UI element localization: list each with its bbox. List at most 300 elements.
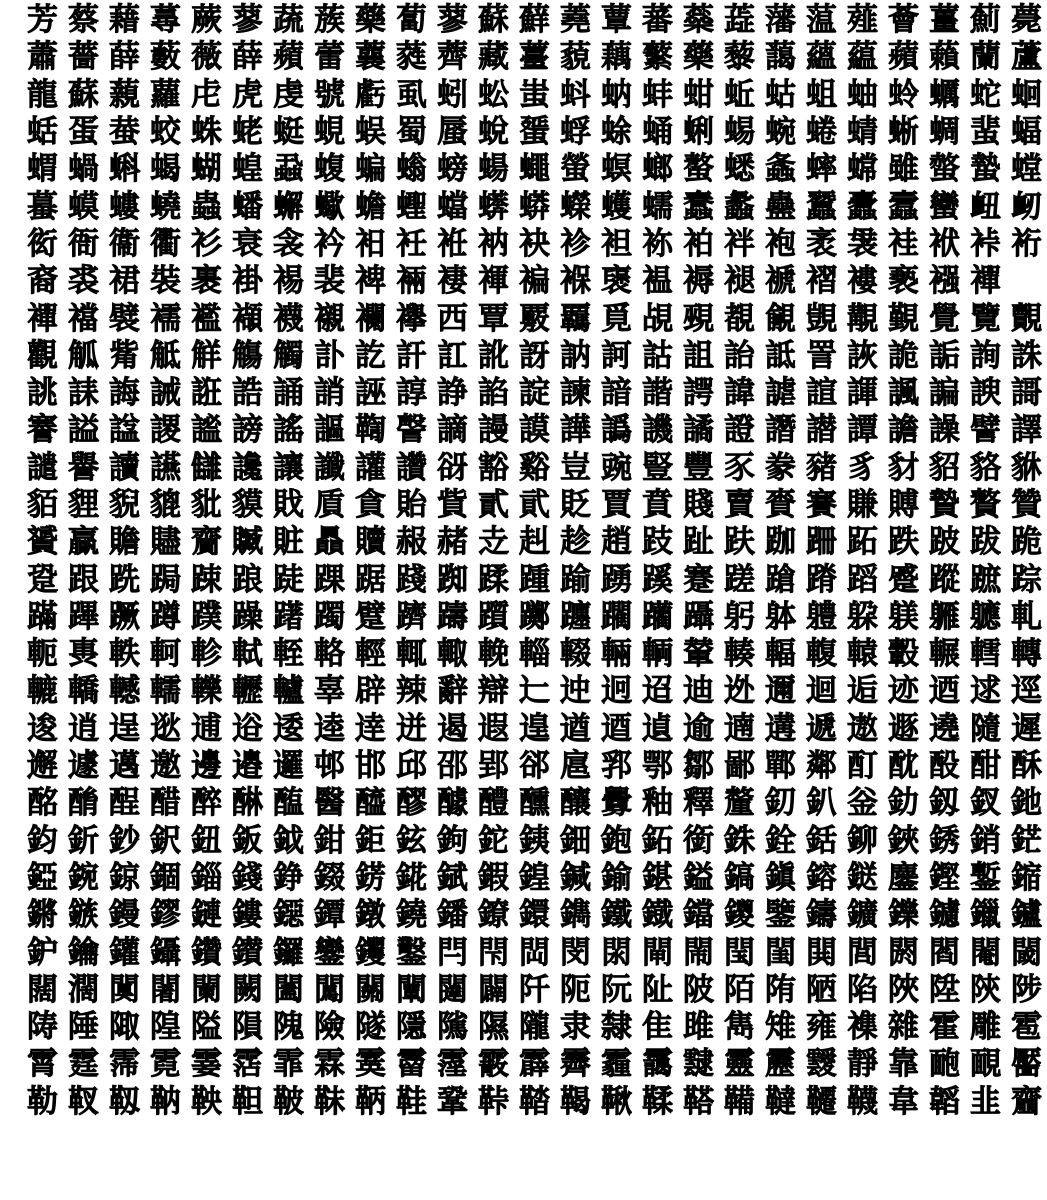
- glyph-cell: 轤: [273, 673, 304, 710]
- glyph-cell: 衫: [191, 225, 222, 262]
- glyph-cell: 釀: [560, 785, 591, 822]
- glyph-cell: 蜊: [683, 114, 714, 151]
- glyph-cell: 蜑: [519, 114, 550, 151]
- glyph-cell: 閊: [519, 934, 550, 971]
- glyph-cell: 誅: [1011, 337, 1042, 374]
- glyph-cell: 鑼: [273, 934, 304, 971]
- glyph-cell: 螂: [642, 151, 673, 188]
- glyph-cell: 銕: [519, 822, 550, 859]
- glyph-cell: 霪: [437, 1046, 468, 1083]
- glyph-cell: 陞: [929, 971, 960, 1008]
- glyph-cell: 鞨: [560, 1083, 591, 1120]
- glyph-cell: 躁: [232, 598, 263, 635]
- glyph-cell: 蟒: [519, 188, 550, 225]
- glyph-cell: 鍮: [601, 859, 632, 896]
- glyph-cell: 觧: [191, 337, 222, 374]
- glyph-cell: 蹂: [478, 561, 509, 598]
- glyph-cell: 鈑: [232, 822, 263, 859]
- glyph-cell: 隘: [191, 1009, 222, 1046]
- glyph-cell: 鎔: [806, 859, 837, 896]
- glyph-cell: 釵: [970, 785, 1001, 822]
- glyph-cell: 霖: [314, 1046, 345, 1083]
- glyph-cell: 遐: [478, 710, 509, 747]
- glyph-cell: 西: [437, 300, 468, 337]
- glyph-cell: 賽: [806, 487, 837, 523]
- glyph-cell: 讎: [191, 449, 222, 486]
- glyph-cell: 靂: [765, 1046, 796, 1083]
- glyph-cell: 鏐: [150, 897, 181, 934]
- glyph-cell: 邉: [232, 748, 263, 785]
- glyph-cell: 霤: [396, 1046, 427, 1083]
- glyph-cell: 襁: [929, 263, 960, 300]
- glyph-cell: 贔: [314, 524, 345, 561]
- glyph-cell: 蜻: [847, 114, 878, 151]
- glyph-cell: 謚: [68, 412, 99, 449]
- glyph-cell: 蘭: [970, 39, 1001, 76]
- glyph-cell: 闕: [232, 971, 263, 1008]
- glyph-cell: 迺: [929, 673, 960, 710]
- glyph-cell: 蛻: [478, 114, 509, 151]
- glyph-cell: 躪: [642, 598, 673, 635]
- glyph-cell: 蝪: [478, 151, 509, 188]
- glyph-cell: 譯: [1011, 412, 1042, 449]
- glyph-cell: 蚩: [519, 76, 550, 113]
- glyph-cell: 藾: [929, 39, 960, 76]
- glyph-cell: 鏘: [27, 897, 58, 934]
- glyph-cell: 躰: [765, 598, 796, 635]
- glyph-cell: 蹌: [765, 561, 796, 598]
- glyph-cell: 螫: [929, 151, 960, 188]
- glyph-cell: 躡: [683, 598, 714, 635]
- glyph-cell: 裲: [396, 263, 427, 300]
- glyph-cell: 逋: [191, 710, 222, 747]
- glyph-cell: 蹣: [27, 598, 58, 635]
- glyph-cell: 霽: [560, 1046, 591, 1083]
- glyph-cell: 衄: [970, 188, 1001, 225]
- glyph-cell: 跣: [109, 561, 140, 598]
- glyph-cell: 諷: [888, 375, 919, 412]
- glyph-cell: 趙: [601, 524, 632, 561]
- glyph-cell: 貎: [109, 487, 140, 523]
- glyph-cell: 遯: [888, 710, 919, 747]
- glyph-cell: 衒: [27, 225, 58, 262]
- glyph-cell: 闡: [396, 971, 427, 1008]
- glyph-cell: 跟: [68, 561, 99, 598]
- glyph-row: [22, 337, 1042, 375]
- glyph-cell: 赧: [396, 524, 427, 561]
- glyph-cell: 蝟: [27, 151, 58, 188]
- glyph-cell: 霙: [355, 1046, 386, 1083]
- glyph-cell: 譚: [847, 412, 878, 449]
- glyph-cell: 鞐: [478, 1083, 509, 1120]
- glyph-cell: 諤: [683, 375, 714, 412]
- glyph-cell: 覲: [888, 300, 919, 337]
- glyph-cell: 醉: [191, 785, 222, 822]
- glyph-cell: 蕘: [560, 2, 591, 39]
- glyph-cell: 轆: [27, 673, 58, 710]
- glyph-cell: 鉤: [437, 822, 468, 859]
- glyph-cell: 螢: [560, 151, 591, 188]
- glyph-cell: 蛉: [888, 76, 919, 113]
- glyph-cell: 靈: [724, 1046, 755, 1083]
- glyph-cell: 輳: [724, 636, 755, 673]
- glyph-cell: 雕: [970, 1009, 1001, 1046]
- glyph-cell: 鐵: [601, 897, 632, 934]
- glyph-cell: 閘: [642, 934, 673, 971]
- glyph-cell: 裃: [970, 225, 1001, 262]
- glyph-cell: 踉: [232, 561, 263, 598]
- glyph-cell: 輕: [355, 636, 386, 673]
- glyph-cell: 薺: [437, 39, 468, 76]
- glyph-cell: 覺: [929, 300, 960, 337]
- glyph-cell: 銛: [806, 822, 837, 859]
- glyph-cell: 逖: [150, 710, 181, 747]
- glyph-cell: 裨: [355, 263, 386, 300]
- glyph-cell: 蔬: [273, 2, 304, 39]
- glyph-cell: 韭: [970, 1083, 1001, 1120]
- glyph-cell: 醴: [478, 785, 509, 822]
- glyph-cell: 靤: [929, 1046, 960, 1083]
- glyph-cell: 蹙: [888, 561, 919, 598]
- glyph-cell: 蹕: [68, 598, 99, 635]
- glyph-cell: 貂: [929, 449, 960, 486]
- glyph-cell: 軆: [806, 598, 837, 635]
- glyph-cell: 贅: [970, 487, 1001, 523]
- glyph-cell: 蝴: [191, 151, 222, 188]
- glyph-cell: 覩: [724, 300, 755, 337]
- glyph-cell: 閧: [806, 934, 837, 971]
- glyph-cell: 諛: [970, 375, 1001, 412]
- glyph-cell: 邵: [437, 748, 468, 785]
- glyph-cell: 鐺: [683, 897, 714, 934]
- glyph-cell: 雎: [683, 1009, 714, 1046]
- glyph-cell: 譴: [27, 449, 58, 486]
- glyph-cell: 贍: [109, 524, 140, 561]
- glyph-cell: 鏗: [929, 859, 960, 896]
- glyph-cell: 藉: [109, 2, 140, 39]
- glyph-cell: 遽: [68, 748, 99, 785]
- glyph-cell: 鉉: [396, 822, 427, 859]
- glyph-cell: 訥: [560, 337, 591, 374]
- glyph-cell: 誣: [355, 375, 386, 412]
- glyph-cell: 褫: [765, 263, 796, 300]
- glyph-cell: 輅: [314, 636, 345, 673]
- glyph-cell: 險: [314, 1009, 345, 1046]
- glyph-cell: 赱: [478, 524, 509, 561]
- glyph-cell: 譖: [765, 412, 796, 449]
- glyph-cell: 逞: [109, 710, 140, 747]
- glyph-cell: 蘿: [150, 76, 181, 113]
- glyph-cell: 閻: [929, 934, 960, 971]
- glyph-cell: 豸: [847, 449, 878, 486]
- glyph-cell: 躇: [273, 598, 304, 635]
- glyph-cell: 譟: [929, 412, 960, 449]
- glyph-cell: 隰: [478, 1009, 509, 1046]
- glyph-cell: 軾: [232, 636, 263, 673]
- glyph-cell: 褻: [888, 263, 919, 300]
- glyph-cell: 鏖: [888, 859, 919, 896]
- glyph-cell: 薤: [847, 2, 878, 39]
- glyph-cell: 蛹: [642, 114, 673, 151]
- glyph-cell: 蹐: [806, 561, 837, 598]
- glyph-cell: 靫: [68, 1083, 99, 1120]
- glyph-cell: 鉗: [314, 822, 345, 859]
- glyph-cell: 觸: [273, 337, 304, 374]
- glyph-cell: 霰: [478, 1046, 509, 1083]
- glyph-cell: 扈: [560, 748, 591, 785]
- glyph-cell: 贊: [1011, 487, 1042, 523]
- glyph-cell: 酖: [888, 748, 919, 785]
- glyph-cell: 銷: [970, 822, 1001, 859]
- glyph-cell: 釉: [642, 785, 673, 822]
- glyph-cell: 蟯: [150, 188, 181, 225]
- glyph-cell: 褶: [806, 263, 837, 300]
- glyph-cell: 蟷: [437, 188, 468, 225]
- glyph-cell: 鏥: [1011, 859, 1042, 896]
- glyph-cell: 蟠: [232, 188, 263, 225]
- glyph-cell: 釼: [929, 785, 960, 822]
- glyph-cell: 賺: [847, 487, 878, 523]
- glyph-cell: 謦: [396, 412, 427, 449]
- glyph-cell: 蟲: [191, 188, 222, 225]
- glyph-cell: 蕁: [150, 2, 181, 39]
- glyph-cell: 謾: [478, 412, 509, 449]
- glyph-cell: 諢: [847, 375, 878, 412]
- glyph-cell: 齎: [191, 524, 222, 561]
- glyph-cell: 蓼: [232, 2, 263, 39]
- glyph-cell: 闥: [437, 971, 468, 1008]
- glyph-cell: 詆: [765, 337, 796, 374]
- glyph-cell: 跛: [929, 524, 960, 561]
- glyph-cell: 蜚: [970, 114, 1001, 151]
- glyph-cell: 蠢: [683, 188, 714, 225]
- glyph-cell: 轌: [970, 636, 1001, 673]
- glyph-cell: 藹: [765, 39, 796, 76]
- glyph-row: [22, 710, 1042, 748]
- glyph-cell: 藥: [355, 2, 386, 39]
- glyph-cell: 趾: [683, 524, 714, 561]
- glyph-cell: 逡: [27, 710, 58, 747]
- glyph-cell: 鏨: [970, 859, 1001, 896]
- glyph-cell: 詛: [683, 337, 714, 374]
- glyph-cell: 闊: [27, 971, 58, 1008]
- glyph-cell: 藏: [478, 39, 509, 76]
- glyph-cell: 螻: [109, 188, 140, 225]
- glyph-row: [22, 151, 1042, 188]
- glyph-cell: 隍: [150, 1009, 181, 1046]
- glyph-cell: 戝: [273, 487, 304, 523]
- glyph-cell: 錺: [355, 859, 386, 896]
- glyph-cell: 螟: [601, 151, 632, 188]
- glyph-cell: 閾: [1011, 934, 1042, 971]
- glyph-cell: 隲: [437, 1009, 468, 1046]
- glyph-cell: 邂: [27, 748, 58, 785]
- glyph-cell: 輻: [765, 636, 796, 673]
- glyph-cell: 銖: [724, 822, 755, 859]
- glyph-cell: 袍: [765, 225, 796, 262]
- glyph-cell: 遶: [929, 710, 960, 747]
- glyph-cell: 覃: [478, 300, 509, 337]
- glyph-cell: 錵: [396, 859, 427, 896]
- glyph-cell: 郢: [478, 748, 509, 785]
- glyph-cell: 襴: [355, 300, 386, 337]
- glyph-cell: 鍜: [478, 859, 509, 896]
- glyph-cell: 薹: [519, 39, 550, 76]
- glyph-cell: 鄒: [683, 748, 714, 785]
- glyph-cell: 裹: [191, 263, 222, 300]
- glyph-cell: 譌: [601, 412, 632, 449]
- glyph-cell: 跼: [150, 561, 181, 598]
- glyph-cell: 軻: [150, 636, 181, 673]
- glyph-cell: 蝌: [109, 151, 140, 188]
- glyph-cell: 賈: [601, 487, 632, 523]
- glyph-cell: 辭: [437, 673, 468, 710]
- glyph-cell: 薇: [191, 39, 222, 76]
- glyph-cell: 酩: [27, 785, 58, 822]
- glyph-cell: 褌: [478, 263, 509, 300]
- glyph-cell: 薑: [929, 2, 960, 39]
- glyph-cell: 袰: [847, 225, 878, 262]
- glyph-cell: 蹶: [109, 598, 140, 635]
- glyph-cell: 遲: [1011, 710, 1042, 747]
- glyph-cell: 陝: [970, 971, 1001, 1008]
- glyph-cell: 醂: [232, 785, 263, 822]
- glyph-cell: 躱: [847, 598, 878, 635]
- glyph-cell: 雖: [888, 151, 919, 188]
- glyph-cell: 輊: [273, 636, 304, 673]
- glyph-cell: 辣: [396, 673, 427, 710]
- glyph-cell: 覬: [806, 300, 837, 337]
- glyph-cell: 鑽: [191, 934, 222, 971]
- glyph-cell: 鑿: [396, 934, 427, 971]
- glyph-cell: 釐: [724, 785, 755, 822]
- glyph-cell: 鐇: [437, 897, 468, 934]
- glyph-cell: 蝮: [314, 151, 345, 188]
- glyph-cell: 陂: [683, 971, 714, 1008]
- glyph-cell: 蜍: [601, 114, 632, 151]
- glyph-cell: 衰: [232, 225, 263, 262]
- glyph-cell: 濶: [68, 971, 99, 1008]
- glyph-cell: 蚋: [601, 76, 632, 113]
- glyph-cell: 靹: [150, 1083, 181, 1120]
- glyph-cell: 褓: [560, 263, 591, 300]
- glyph-cell: 阯: [642, 971, 673, 1008]
- glyph-cell: 蛬: [109, 114, 140, 151]
- glyph-cell: 轂: [888, 636, 919, 673]
- glyph-cell: 蘚: [519, 2, 550, 39]
- glyph-row: [22, 524, 1042, 561]
- glyph-cell: 褸: [847, 263, 878, 300]
- glyph-cell: 跂: [642, 524, 673, 561]
- glyph-cell: 鑷: [150, 934, 181, 971]
- glyph-cell: 袮: [642, 225, 673, 262]
- glyph-cell: 逍: [68, 710, 99, 747]
- glyph-row: [22, 598, 1042, 636]
- glyph-cell: 邊: [191, 748, 222, 785]
- glyph-cell: 蘋: [888, 39, 919, 76]
- glyph-cell: 諧: [642, 375, 673, 412]
- glyph-row: [22, 2, 1042, 39]
- glyph-cell: 轎: [68, 673, 99, 710]
- glyph-cell: 蜷: [806, 114, 837, 151]
- glyph-cell: 陋: [806, 971, 837, 1008]
- glyph-cell: 遉: [642, 710, 673, 747]
- glyph-cell: 銜: [683, 822, 714, 859]
- glyph-cell: 遨: [847, 710, 878, 747]
- glyph-row: [22, 412, 1042, 449]
- glyph-cell: 襠: [68, 300, 99, 337]
- glyph-cell: 諠: [806, 375, 837, 412]
- glyph-cell: 賚: [765, 487, 796, 523]
- glyph-cell: 雍: [806, 1009, 837, 1046]
- glyph-cell: 陲: [68, 1009, 99, 1046]
- glyph-cell: 鐶: [519, 897, 550, 934]
- glyph-cell: 袱: [929, 225, 960, 262]
- glyph-cell: 辯: [478, 673, 509, 710]
- glyph-cell: 鄂: [642, 748, 673, 785]
- glyph-cell: 鑪: [1011, 897, 1042, 934]
- glyph-cell: 薔: [68, 39, 99, 76]
- glyph-cell: 覦: [765, 300, 796, 337]
- glyph-cell: 鉅: [355, 822, 386, 859]
- glyph-cell: 貶: [560, 487, 591, 523]
- glyph-cell: 蕋: [724, 2, 755, 39]
- glyph-cell: 褥: [683, 263, 714, 300]
- glyph-cell: 謨: [519, 412, 550, 449]
- glyph-cell: 邀: [150, 748, 181, 785]
- glyph-row: [22, 263, 1001, 300]
- glyph-cell: 郤: [519, 748, 550, 785]
- glyph-cell: 轣: [232, 673, 263, 710]
- glyph-cell: 闔: [273, 971, 304, 1008]
- glyph-cell: 錢: [232, 859, 263, 896]
- glyph-cell: 鋺: [68, 859, 99, 896]
- glyph-cell: 鉐: [642, 822, 673, 859]
- glyph-cell: 鞜: [519, 1083, 550, 1120]
- glyph-cell: 鑛: [847, 897, 878, 934]
- glyph-cell: 謔: [765, 375, 796, 412]
- glyph-cell: 閨: [765, 934, 796, 971]
- glyph-row: [22, 897, 1042, 934]
- glyph-cell: 襤: [191, 300, 222, 337]
- glyph-cell: 酘: [929, 748, 960, 785]
- glyph-row: [22, 39, 1042, 76]
- glyph-row: [22, 1083, 1042, 1121]
- glyph-cell: 譛: [806, 412, 837, 449]
- glyph-cell: 鏈: [191, 897, 222, 934]
- glyph-cell: 豺: [888, 449, 919, 486]
- glyph-cell: 跪: [1011, 524, 1042, 561]
- glyph-cell: 衲: [478, 225, 509, 262]
- glyph-cell: 裘: [68, 263, 99, 300]
- glyph-cell: 裴: [314, 263, 345, 300]
- glyph-cell: 覿: [1011, 300, 1042, 337]
- glyph-cell: 迹: [888, 673, 919, 710]
- glyph-cell: 蟄: [970, 151, 1001, 188]
- glyph-cell: 蜓: [273, 114, 304, 151]
- glyph-cell: 逹: [355, 710, 386, 747]
- glyph-cell: 袢: [724, 225, 755, 262]
- glyph-cell: 韆: [806, 1083, 837, 1120]
- glyph-cell: 錙: [191, 859, 222, 896]
- glyph-cell: 钁: [355, 934, 386, 971]
- glyph-cell: 陬: [109, 1009, 140, 1046]
- glyph-cell: 藩: [765, 2, 796, 39]
- glyph-row: [22, 971, 1042, 1009]
- glyph-cell: 錻: [437, 859, 468, 896]
- glyph-cell: 陦: [27, 1009, 58, 1046]
- glyph-cell: 螉: [396, 151, 427, 188]
